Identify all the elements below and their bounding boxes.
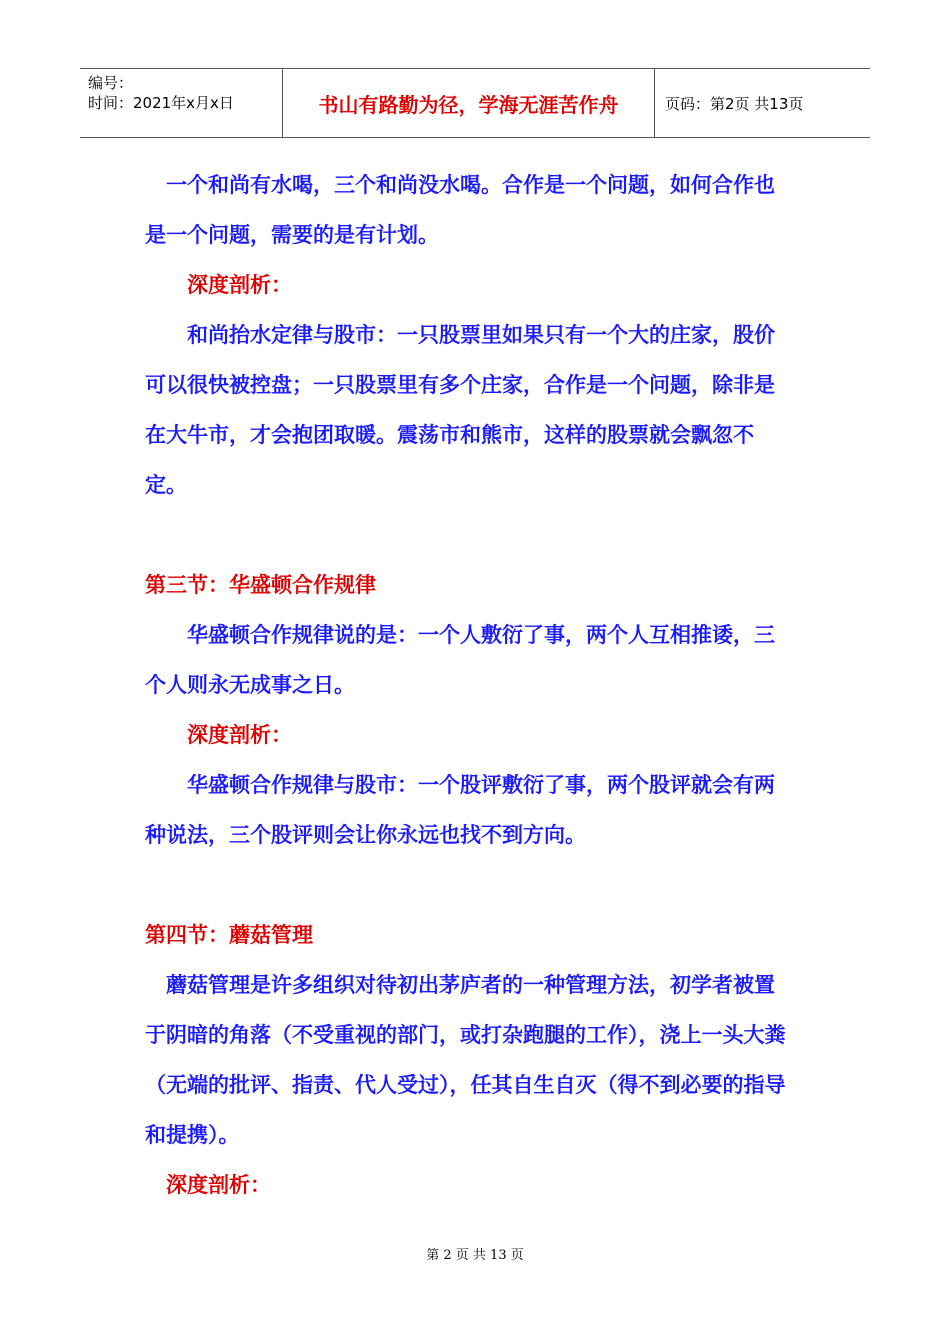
paragraph-washington-stock: 华盛顿合作规律与股市：一个股评敷衍了事，两个股评就会有两种说法，三个股评则会让你永远也找不到方向。 <box>145 772 775 847</box>
header-page-info: 页码：第2页 共13页 <box>665 94 804 113</box>
paragraph-washington: 华盛顿合作规律说的是：一个人敷衍了事，两个人互相推诿，三个人则永无成事之日。 <box>145 622 775 697</box>
header-motto: 书山有路勤为径，学海无涯苦作舟 <box>282 69 655 137</box>
spacer <box>145 510 795 560</box>
document-body <box>145 160 795 1210</box>
paragraph-mushroom: 蘑菇管理是许多组织对待初出茅庐者的一种管理方法，初学者被置于阴暗的角落（不受重视的部门，或打杂跑腿的工作），浇上一头大粪（无端的批评、指责、代人受过），任其自生自灭（得不到必要的指导和提携）。 <box>145 972 786 1147</box>
time-label: 时间：2021年x月x日 <box>88 94 234 112</box>
page-footer: 第 2 页 共 13 页 <box>426 1248 524 1263</box>
spacer <box>145 860 795 910</box>
paragraph-monks: 一个和尚有水喝，三个和尚没水喝。合作是一个问题，如何合作也是一个问题，需要的是有计划。 <box>145 172 775 247</box>
analysis-heading: 深度剖析： <box>187 272 292 297</box>
page-header <box>80 68 870 138</box>
section-heading-3: 第三节：华盛顿合作规律 <box>145 572 376 597</box>
section-heading-4: 第四节：蘑菇管理 <box>145 922 313 947</box>
paragraph-monks-stock: 和尚抬水定律与股市：一只股票里如果只有一个大的庄家，股价可以很快被控盘；一只股票里有多个庄家，合作是一个问题，除非是在大牛市，才会抱团取暖。震荡市和熊市，这样的股票就会飘忽不定。 <box>145 322 775 497</box>
number-label: 编号： <box>88 74 134 92</box>
header-meta <box>80 69 282 137</box>
analysis-heading: 深度剖析： <box>166 1172 271 1197</box>
analysis-heading: 深度剖析： <box>187 722 292 747</box>
